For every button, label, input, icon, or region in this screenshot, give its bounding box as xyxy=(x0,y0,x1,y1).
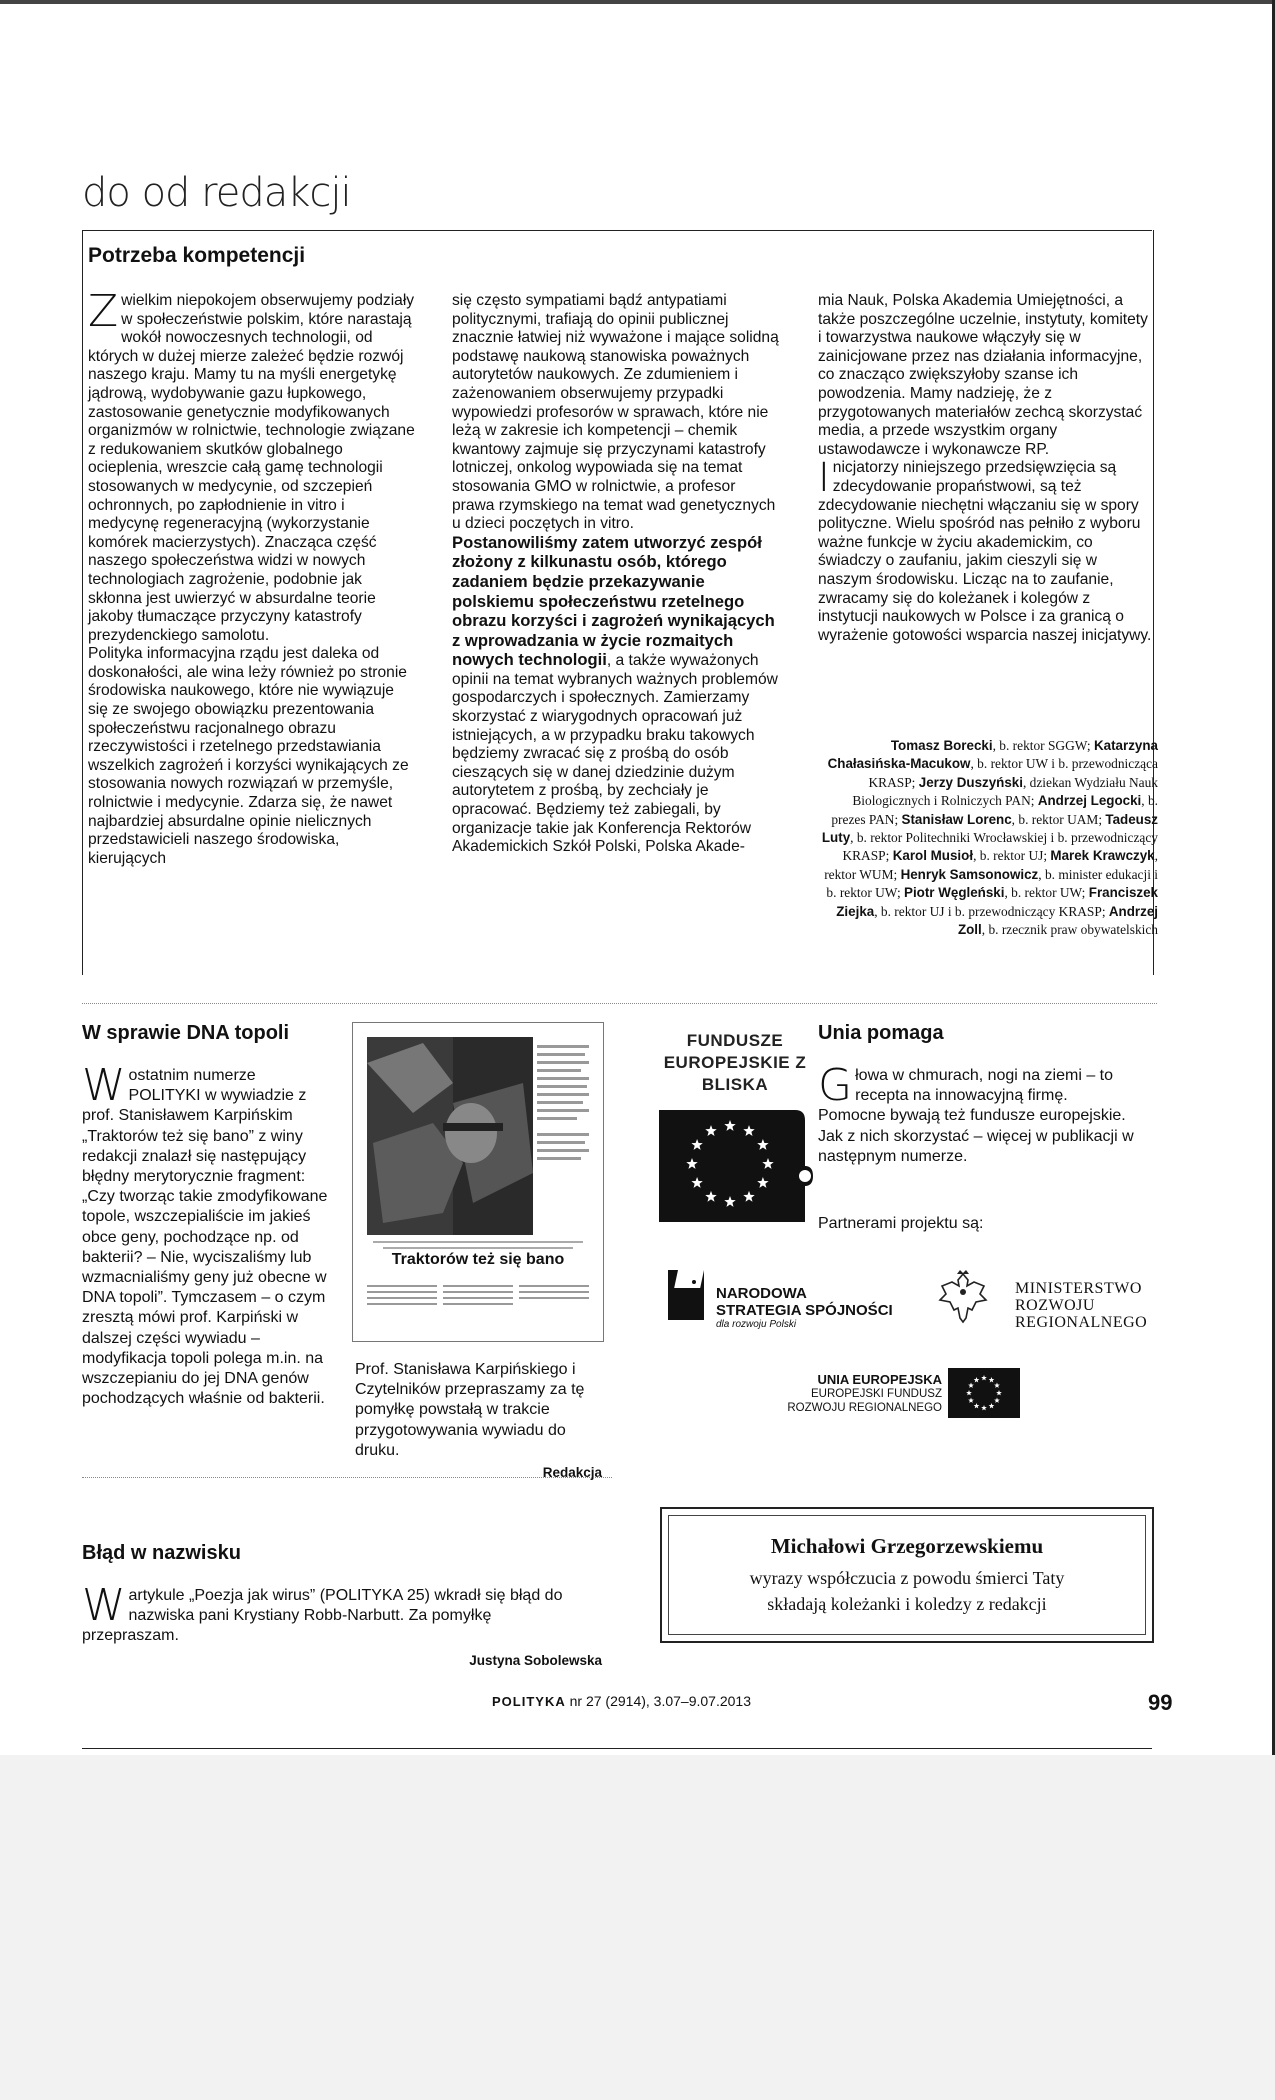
article-thumbnail xyxy=(352,1022,604,1342)
nss-line-1: NARODOWA xyxy=(716,1285,807,1302)
page-footer xyxy=(492,1693,751,1709)
signatory-name: Andrzej Zoll xyxy=(957,903,1158,938)
signatory-role: , dziekan Wydziału Nauk Biologicznych i Rolniczych PAN; xyxy=(852,774,1158,809)
paragraph-text: , a także wyważonych opinii na temat wybranych ważnych problemów gospodarczych i społecznych. Zamierzamy skorzystać z wiarygodnych opracowań już istniejących, a w przypadku braku takowych będziemy zwracać się z prośbą do osób cieszących się w danej dziedzinie dużym autorytetem z prośbą, by zechciały je opracować. Będziemy też zabiegali, by organizacje takie jak Konferencja Rektorów Akademickich Szkół Polski, Polska Akade- xyxy=(452,652,778,856)
dna-text xyxy=(82,1060,330,1409)
drop-cap: Z xyxy=(88,286,119,337)
nss-line-3: dla rozwoju Polski xyxy=(716,1319,797,1330)
thumbnail-caption: Prof. Stanisława Karpińskiego i Czytelników przepraszamy za tę pomyłkę powstałą w trakcie przygotowywania wywiadu do druku. xyxy=(355,1361,585,1459)
signatories xyxy=(818,737,1158,939)
eu-puzzle-logo xyxy=(655,1106,815,1226)
page-number: 99 xyxy=(1148,1690,1173,1715)
section-divider xyxy=(82,1003,1157,1004)
editorial-paragraph: się często sympatiami bądź antypatiami politycznymi, trafiają do opinii publicznej znacznie łatwiej niż wyważone i mające solidną podstawę naukową stanowiska poważnych autorytetów naukowych. Ze zdumieniem i zażenowaniem obserwujemy przypadki wypowiedzi profesorów w sprawach, które nie leżą w zakresie ich kompetencji – chemik kwantowy zajmuje się przyczynami katastrofy lotniczej, onkolog wypowiada się na temat stosowania GMO w rolnictwie, a profesor prawa rzymskiego na temat wad genetycznych u dzieci poczętych in vitro. xyxy=(452,292,779,533)
signatory-name: Tadeusz Luty xyxy=(821,811,1158,846)
scan-top-edge xyxy=(0,0,1275,4)
signatory-role: , b. minister edukacji i b. rektor UW; xyxy=(826,866,1158,901)
signatory-name: Tomasz Borecki xyxy=(890,738,993,753)
signatory-name: Franciszek Ziejka xyxy=(836,885,1158,919)
signatory-name: Jerzy Duszyński xyxy=(918,774,1023,790)
nss-logo-text xyxy=(716,1285,893,1331)
signatory-name: Stanisław Lorenc xyxy=(901,811,1012,827)
editorial-column-3 xyxy=(818,292,1154,645)
obituary-line-2: składają koleżanki i koledzy z redakcji xyxy=(767,1594,1047,1614)
ministry-line-2: ROZWOJU xyxy=(1015,1297,1095,1314)
magazine-name: POLITYKA xyxy=(492,1694,566,1709)
article-thumbnail-image xyxy=(353,1023,603,1341)
signatory-role: , b. prezes PAN; xyxy=(831,793,1158,827)
blad-body: artykule „Poezja jak wirus” (POLITYKA 25) wkradł się błąd do nazwiska pani Krystiany Robb-Narbutt. Za pomyłkę przepraszam. xyxy=(82,1587,563,1645)
dna-title: W sprawie DNA topoli xyxy=(82,1022,290,1044)
signatory-role: , b. rektor UAM; xyxy=(1011,811,1106,827)
editorial-paragraph xyxy=(452,534,782,857)
unia-pomaga-text xyxy=(818,1060,1138,1167)
obituary-name: Michałowi Grzegorzewskiemu xyxy=(770,1534,1044,1558)
dna-body: ostatnim numerze POLITYKI w wywiadzie z prof. Stanisławem Karpińskim „Traktorów też się bano” z winy redakcji znalazł się następujący błędny merytorycznie fragment: „Czy tworząc takie zmodyfikowane topole, wszczepialiście im jakieś obce geny, pochodzące np. od bakterii? – Nie, wyciszaliśmy lub wzmacnialiśmy geny już obecne w DNA topoli”. Tymczasem – o czym zresztą mówi prof. Karpiński w dalszej części wywiadu – modyfikacja topoli polega m.in. na wszczepianiu do jej DNA genów pochodzących właśnie od bakterii. xyxy=(82,1067,328,1408)
blad-signature: Justyna Sobolewska xyxy=(469,1653,602,1668)
editorial-column-1 xyxy=(88,286,418,868)
eu-line-3: ROZWOJU REGIONALNEGO xyxy=(787,1402,942,1414)
signatory-role: , b. rektor UJ i b. przewodniczący KRASP; xyxy=(874,903,1109,919)
signatory-name: Katarzyna Chałasińska-Macukow xyxy=(827,738,1158,772)
footer-rule xyxy=(82,1748,1152,1749)
paragraph-text: wielkim niepokojem obserwujemy podziały w społeczeństwie polskim, które narastają wokół nowoczesnych technologii, od których w dużej mierze zależeć będzie rozwój naszego kraju. Mamy tu na myśli energetykę jądrową, wydobywanie gazu łupkowego, zastosowanie genetycznie modyfikowanych organizmów w rolnictwie, technologie związane z redukowaniem skutków globalnego ocieplenia, wreszcie całą gamę technologii stosowanych w medycynie, od szczepień ochronnych, po zapłodnienie in vitro i medycynę regeneracyjną (wykorzystanie komórek macierzystych). Znacząca część naszego społeczeństwa widzi w nowych technologiach zagrożenie, podobnie jak skłonna jest uwierzyć w absurdalne teorie jakoby tłumaczące przyczyny katastrofy prezydenckiego samolotu. xyxy=(88,292,415,644)
signatory-role: , b. rzecznik praw obywatelskich xyxy=(981,922,1158,938)
thumbnail-headline: Traktorów też się bano xyxy=(391,1251,565,1268)
drop-cap: G xyxy=(818,1060,853,1111)
signatory-name: Piotr Węgleński xyxy=(904,885,1005,901)
drop-cap: W xyxy=(82,1060,126,1111)
signatory-name: Henryk Samsonowicz xyxy=(900,866,1039,882)
eu-line-1: UNIA EUROPEJSKA xyxy=(817,1372,942,1387)
ministry-line-3: REGIONALNEGO xyxy=(1015,1314,1148,1331)
signatory-name: Marek Krawczyk xyxy=(1050,848,1155,864)
scan-bottom-area xyxy=(0,1755,1275,2100)
unia-pomaga-title: Unia pomaga xyxy=(818,1022,944,1044)
signatory-role: , b. rektor UJ; xyxy=(973,848,1051,864)
blad-title: Błąd w nazwisku xyxy=(82,1542,241,1564)
dna-signature: Redakcja xyxy=(542,1465,602,1480)
editorial-paragraph xyxy=(88,286,418,645)
issue-info: nr 27 (2914), 3.07–9.07.2013 xyxy=(565,1693,751,1709)
editorial-column-2 xyxy=(452,292,782,857)
drop-cap: I xyxy=(818,455,830,502)
bold-statement: Postanowiliśmy zatem utworzyć zespół złożony z kilkunastu osób, którego zadaniem będzie przekazywanie polskiemu społeczeństwu rzetelnego obrazu korzyści i zagrożeń wynikających z wprowadzania w życie rozmaitych nowych technologii xyxy=(452,532,775,670)
editorial-paragraph: mia Nauk, Polska Akademia Umiejętności, a także poszczególne uczelnie, instytuty, komitety i towarzystwa naukowe włączyły się w zainicjowane przez nas działania informacyjne, co znacząco zwiększyłoby szanse ich powodzenia. Mamy nadzieję, że z przygotowanych materiałów zechcą skorzystać media, a przede wszystkim organy ustawodawcze i wykonawcze RP. xyxy=(818,292,1148,458)
nss-line-2: STRATEGIA SPÓJNOŚCI xyxy=(716,1302,893,1319)
fundusze-title: FUNDUSZE EUROPEJSKIE Z BLISKA xyxy=(663,1031,807,1094)
editorial-title: Potrzeba kompetencji xyxy=(88,244,306,267)
editorial-paragraph xyxy=(818,455,1154,645)
partners-label: Partnerami projektu są: xyxy=(818,1215,984,1232)
signatory-name: Andrzej Legocki xyxy=(1037,793,1142,809)
nss-flag-icon xyxy=(668,1270,704,1320)
obituary-inner xyxy=(668,1515,1146,1635)
section-header: do od redakcji xyxy=(82,170,351,216)
polish-eagle-emblem-icon xyxy=(938,1270,988,1324)
eu-fund-text xyxy=(728,1373,942,1415)
signatory-name: Karol Musioł xyxy=(892,848,974,864)
signatory-role: , b. rektor Politechniki Wrocławskiej i b. przewodniczący KRASP; xyxy=(842,830,1158,864)
section-divider xyxy=(82,1477,612,1478)
ministry-line-1: MINISTERSTWO xyxy=(1015,1280,1142,1297)
drop-cap: W xyxy=(82,1580,126,1631)
obituary-box xyxy=(660,1507,1154,1643)
signatory-role: , b. rektor UW i b. przewodnicząca KRASP; xyxy=(868,756,1158,790)
eu-flag-icon xyxy=(948,1368,1020,1418)
ministry-logo-text xyxy=(1015,1280,1147,1331)
signatory-role: , b. rektor UW; xyxy=(1004,885,1089,901)
signatory-role: , rektor WUM; xyxy=(824,848,1158,882)
obituary-line-1: wyrazy współczucia z powodu śmierci Taty xyxy=(749,1568,1065,1588)
unia-pomaga-body: łowa w chmurach, nogi na ziemi – to recepta na innowacyjną firmę. Pomocne bywają też fundusze europejskie. Jak z nich skorzystać – więcej w publikacji w następnym numerze. xyxy=(818,1067,1134,1165)
editorial-paragraph: Polityka informacyjna rządu jest daleka od doskonałości, ale wina leży również po stronie środowiska naukowego, które nie wywiązuje się ze swojego obowiązku prezentowania społeczeństwu racjonalnego obrazu rzeczywistości i rzetelnego przedstawiania wszelkich zagrożeń i korzyści wynikających ze stosowania nowych rozwiązań w przemyśle, rolnictwie i medycynie. Zdarza się, że nawet najbardziej absurdalne opinie nielicznych przedstawicieli naszego środowiska, kierujących xyxy=(88,645,409,867)
eu-line-2: EUROPEJSKI FUNDUSZ xyxy=(811,1388,942,1400)
signatory-role: , b. rektor SGGW; xyxy=(992,738,1094,753)
fundusze-badge xyxy=(655,1022,815,1232)
blad-text xyxy=(82,1580,572,1647)
paragraph-text: nicjatorzy niniejszego przedsięwzięcia są zdecydowanie propaństwowi, są też zdecydowanie niechętni włączaniu się w spory polityczne. Wielu spośród nas pełniło z wyboru ważne funkcje w życiu akademickim, co świadczy o zaufaniu, jakim cieszyli się w naszym środowisku. Licząc na to zaufanie, zwracamy się do koleżanek i kolegów z instytucji naukowych w Polsce i za granicą o wyrażenie gotowości wsparcia naszej inicjatywy. xyxy=(818,459,1152,644)
